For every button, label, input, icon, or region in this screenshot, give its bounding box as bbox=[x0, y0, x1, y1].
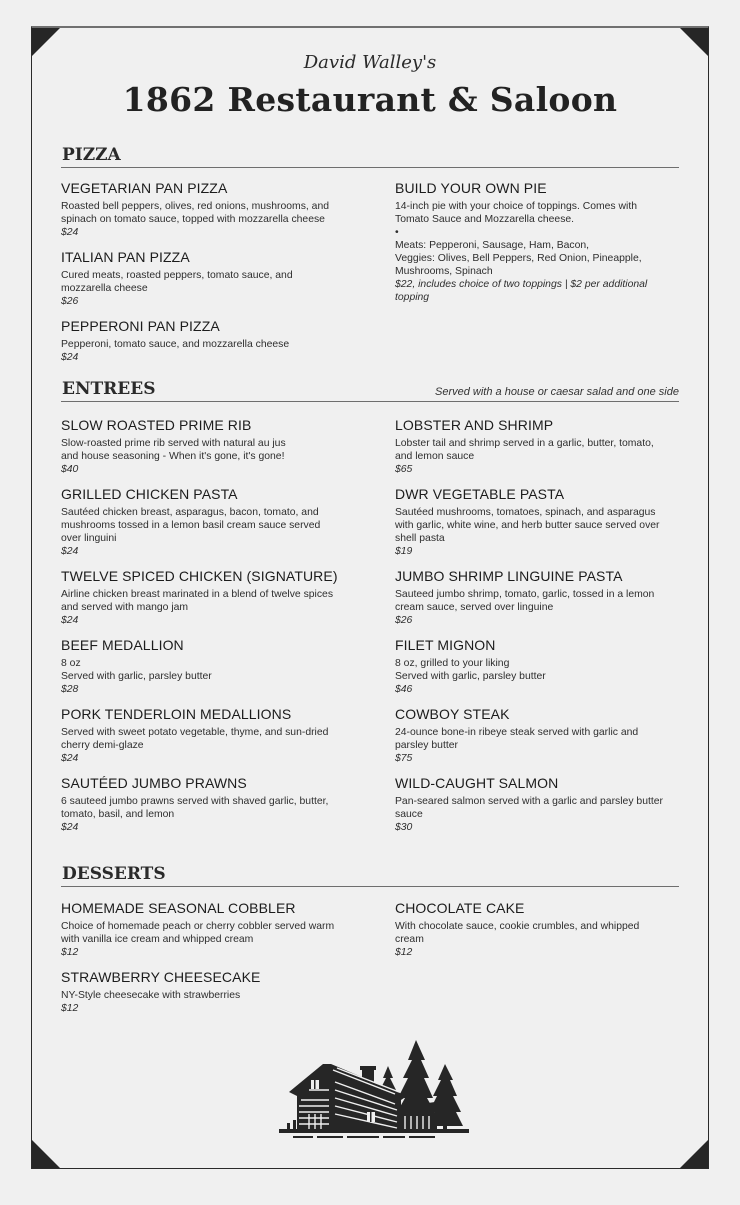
description-line: Tomato Sauce and Mozzarella cheese. bbox=[395, 214, 575, 225]
description-line: • bbox=[395, 227, 399, 238]
menu-item-description bbox=[61, 588, 351, 614]
section-title: DESSERTS bbox=[62, 864, 166, 884]
menu-item bbox=[61, 969, 351, 1015]
menu-item-name: CHOCOLATE CAKE bbox=[395, 900, 525, 916]
menu-item-price: $28 bbox=[61, 684, 79, 695]
menu-item-name: FILET MIGNON bbox=[395, 637, 496, 653]
description-line: parsley butter bbox=[395, 740, 458, 751]
menu-item-price: $24 bbox=[61, 546, 79, 557]
menu-item bbox=[395, 568, 680, 627]
menu-item-description bbox=[395, 920, 680, 946]
desserts-left-column bbox=[61, 900, 351, 1025]
description-line: Roasted bell peppers, olives, red onions, mushrooms, and bbox=[61, 201, 329, 212]
corner-ornament bbox=[680, 1140, 708, 1168]
restaurant-title: 1862 Restaurant & Saloon bbox=[122, 80, 618, 119]
description-line: 6 sauteed jumbo prawns served with shaved garlic, butter, bbox=[61, 796, 329, 807]
menu-item-name: HOMEMADE SEASONAL COBBLER bbox=[61, 900, 296, 916]
pizza-right-column bbox=[395, 180, 680, 314]
menu-item-price: $12 bbox=[61, 947, 79, 958]
menu-item bbox=[395, 637, 680, 696]
description-line: cherry demi-glaze bbox=[61, 740, 144, 751]
description-line: Served with garlic, parsley butter bbox=[395, 671, 546, 682]
description-line: Mushrooms, Spinach bbox=[395, 266, 493, 277]
menu-item-description bbox=[61, 726, 351, 752]
menu-item-price: $24 bbox=[61, 615, 79, 626]
description-line: 24-ounce bone-in ribeye steak served with garlic and bbox=[395, 727, 639, 738]
menu-item bbox=[61, 568, 351, 627]
description-line: NY-Style cheesecake with strawberries bbox=[61, 990, 241, 1001]
menu-item-name: BEEF MEDALLION bbox=[61, 637, 184, 653]
entrees-right-column bbox=[395, 417, 680, 844]
menu-item-description bbox=[395, 726, 680, 752]
menu-item-description bbox=[61, 437, 351, 463]
corner-ornament bbox=[32, 1140, 60, 1168]
description-line: and lemon sauce bbox=[395, 451, 475, 462]
section-title: PIZZA bbox=[62, 145, 121, 165]
menu-item-name: PORK TENDERLOIN MEDALLIONS bbox=[61, 706, 292, 722]
description-line: mozzarella cheese bbox=[61, 283, 148, 294]
menu-item-price: $65 bbox=[395, 464, 413, 475]
description-line: Sauteed jumbo shrimp, tomato, garlic, tossed in a lemon bbox=[395, 589, 655, 600]
description-line: Served with sweet potato vegetable, thyme, and sun-dried bbox=[61, 727, 329, 738]
menu-item-name: ITALIAN PAN PIZZA bbox=[61, 249, 190, 265]
menu-item-price: $40 bbox=[61, 464, 79, 475]
menu-item bbox=[61, 486, 351, 558]
menu-item bbox=[395, 180, 680, 304]
menu-item-description bbox=[61, 920, 351, 946]
menu-item-name: JUMBO SHRIMP LINGUINE PASTA bbox=[395, 568, 623, 584]
menu-item-description bbox=[395, 200, 680, 278]
menu-item-price: $75 bbox=[395, 753, 413, 764]
menu-item-description bbox=[61, 657, 351, 683]
menu-item-description bbox=[395, 657, 680, 683]
menu-item-price: $26 bbox=[395, 615, 413, 626]
description-line: shell pasta bbox=[395, 533, 445, 544]
menu-item-price: $12 bbox=[61, 1003, 79, 1014]
menu-item-price: $12 bbox=[395, 947, 413, 958]
menu-item-name: SLOW ROASTED PRIME RIB bbox=[61, 417, 252, 433]
desserts-right-column bbox=[395, 900, 680, 969]
description-line: Lobster tail and shrimp served in a garlic, butter, tomato, bbox=[395, 438, 654, 449]
description-line: Sautéed chicken breast, asparagus, bacon, tomato, and bbox=[61, 507, 319, 518]
brand-name: David Walley's bbox=[303, 52, 437, 73]
description-line: and house seasoning - When it's gone, it's gone! bbox=[61, 451, 285, 462]
description-line: Sautéed mushrooms, tomatoes, spinach, and asparagus bbox=[395, 507, 656, 518]
menu-item-price: $22, includes choice of two toppings | $2 per additional topping bbox=[395, 279, 648, 303]
menu-item-price: $46 bbox=[395, 684, 413, 695]
description-line: Meats: Pepperoni, Sausage, Ham, Bacon, bbox=[395, 240, 590, 251]
menu-item-name: DWR VEGETABLE PASTA bbox=[395, 486, 565, 502]
menu-item bbox=[61, 637, 351, 696]
menu-item bbox=[61, 318, 351, 364]
section-header-desserts bbox=[61, 862, 679, 887]
description-line: with garlic, white wine, and herb butter sauce served over bbox=[395, 520, 660, 531]
section-header-pizza bbox=[61, 143, 679, 168]
menu-item-price: $30 bbox=[395, 822, 413, 833]
menu-item-price: $26 bbox=[61, 296, 79, 307]
menu-item-price: $19 bbox=[395, 546, 413, 557]
description-line: 14-inch pie with your choice of toppings. Comes with bbox=[395, 201, 637, 212]
menu-item bbox=[61, 900, 351, 959]
description-line: sauce bbox=[395, 809, 423, 820]
menu-item-description bbox=[395, 588, 680, 614]
description-line: Pan-seared salmon served with a garlic and parsley butter bbox=[395, 796, 663, 807]
menu-item-description bbox=[61, 989, 351, 1002]
menu-item-name: LOBSTER AND SHRIMP bbox=[395, 417, 554, 433]
menu-item bbox=[61, 775, 351, 834]
description-line: cream bbox=[395, 934, 424, 945]
description-line: 8 oz, grilled to your liking bbox=[395, 658, 510, 669]
description-line: Pepperoni, tomato sauce, and mozzarella cheese bbox=[61, 339, 290, 350]
menu-item-name: GRILLED CHICKEN PASTA bbox=[61, 486, 238, 502]
menu-item-name: WILD-CAUGHT SALMON bbox=[395, 775, 559, 791]
menu-item bbox=[395, 775, 680, 834]
description-line: Served with garlic, parsley butter bbox=[61, 671, 212, 682]
menu-item-description bbox=[61, 269, 351, 295]
menu-item-description bbox=[395, 437, 680, 463]
menu-item-name: BUILD YOUR OWN PIE bbox=[395, 180, 547, 196]
description-line: Cured meats, roasted peppers, tomato sauce, and bbox=[61, 270, 293, 281]
menu-item bbox=[61, 249, 351, 308]
menu-item-description bbox=[395, 795, 680, 821]
menu-item-price: $24 bbox=[61, 227, 79, 238]
menu-item bbox=[61, 417, 351, 476]
description-line: with vanilla ice cream and whipped cream bbox=[61, 934, 254, 945]
description-line: Slow-roasted prime rib served with natural au jus bbox=[61, 438, 286, 449]
cabin-illustration-icon bbox=[275, 1030, 475, 1142]
menu-item-name: SAUTÉED JUMBO PRAWNS bbox=[61, 775, 247, 791]
menu-item-description bbox=[61, 338, 351, 351]
menu-item bbox=[395, 900, 680, 959]
menu-item bbox=[395, 706, 680, 765]
menu-item-description bbox=[61, 506, 351, 545]
description-line: 8 oz bbox=[61, 658, 81, 669]
menu-item bbox=[61, 706, 351, 765]
description-line: spinach on tomato sauce, topped with mozzarella cheese bbox=[61, 214, 325, 225]
description-line: tomato, basil, and lemon bbox=[61, 809, 175, 820]
description-line: Choice of homemade peach or cherry cobbler served warm bbox=[61, 921, 335, 932]
menu-item-description bbox=[61, 200, 351, 226]
menu-item-price: $24 bbox=[61, 822, 79, 833]
menu-item-name: VEGETARIAN PAN PIZZA bbox=[61, 180, 228, 196]
menu-item-name: STRAWBERRY CHEESECAKE bbox=[61, 969, 261, 985]
menu-item-name: TWELVE SPICED CHICKEN (SIGNATURE) bbox=[61, 568, 338, 584]
menu-item bbox=[61, 180, 351, 239]
section-title: ENTREES bbox=[62, 379, 156, 399]
description-line: over linguini bbox=[61, 533, 117, 544]
menu-item-price: $24 bbox=[61, 352, 79, 363]
section-note: Served with a house or caesar salad and one side bbox=[435, 386, 679, 398]
description-line: Airline chicken breast marinated in a blend of twelve spices bbox=[61, 589, 334, 600]
description-line: Veggies: Olives, Bell Peppers, Red Onion, Pineapple, bbox=[395, 253, 642, 264]
description-line: With chocolate sauce, cookie crumbles, and whipped bbox=[395, 921, 640, 932]
menu-item-description bbox=[395, 506, 680, 545]
menu-item-description bbox=[61, 795, 351, 821]
description-line: and served with mango jam bbox=[61, 602, 189, 613]
menu-item-name: COWBOY STEAK bbox=[395, 706, 510, 722]
menu-item-name: PEPPERONI PAN PIZZA bbox=[61, 318, 220, 334]
description-line: mushrooms tossed in a lemon basil cream sauce served bbox=[61, 520, 321, 531]
menu-item-price: $24 bbox=[61, 753, 79, 764]
section-header-entrees bbox=[61, 377, 679, 402]
menu-item bbox=[395, 417, 680, 476]
entrees-left-column bbox=[61, 417, 351, 844]
pizza-left-column bbox=[61, 180, 351, 374]
description-line: cream sauce, served over linguine bbox=[395, 602, 554, 613]
menu-item bbox=[395, 486, 680, 558]
